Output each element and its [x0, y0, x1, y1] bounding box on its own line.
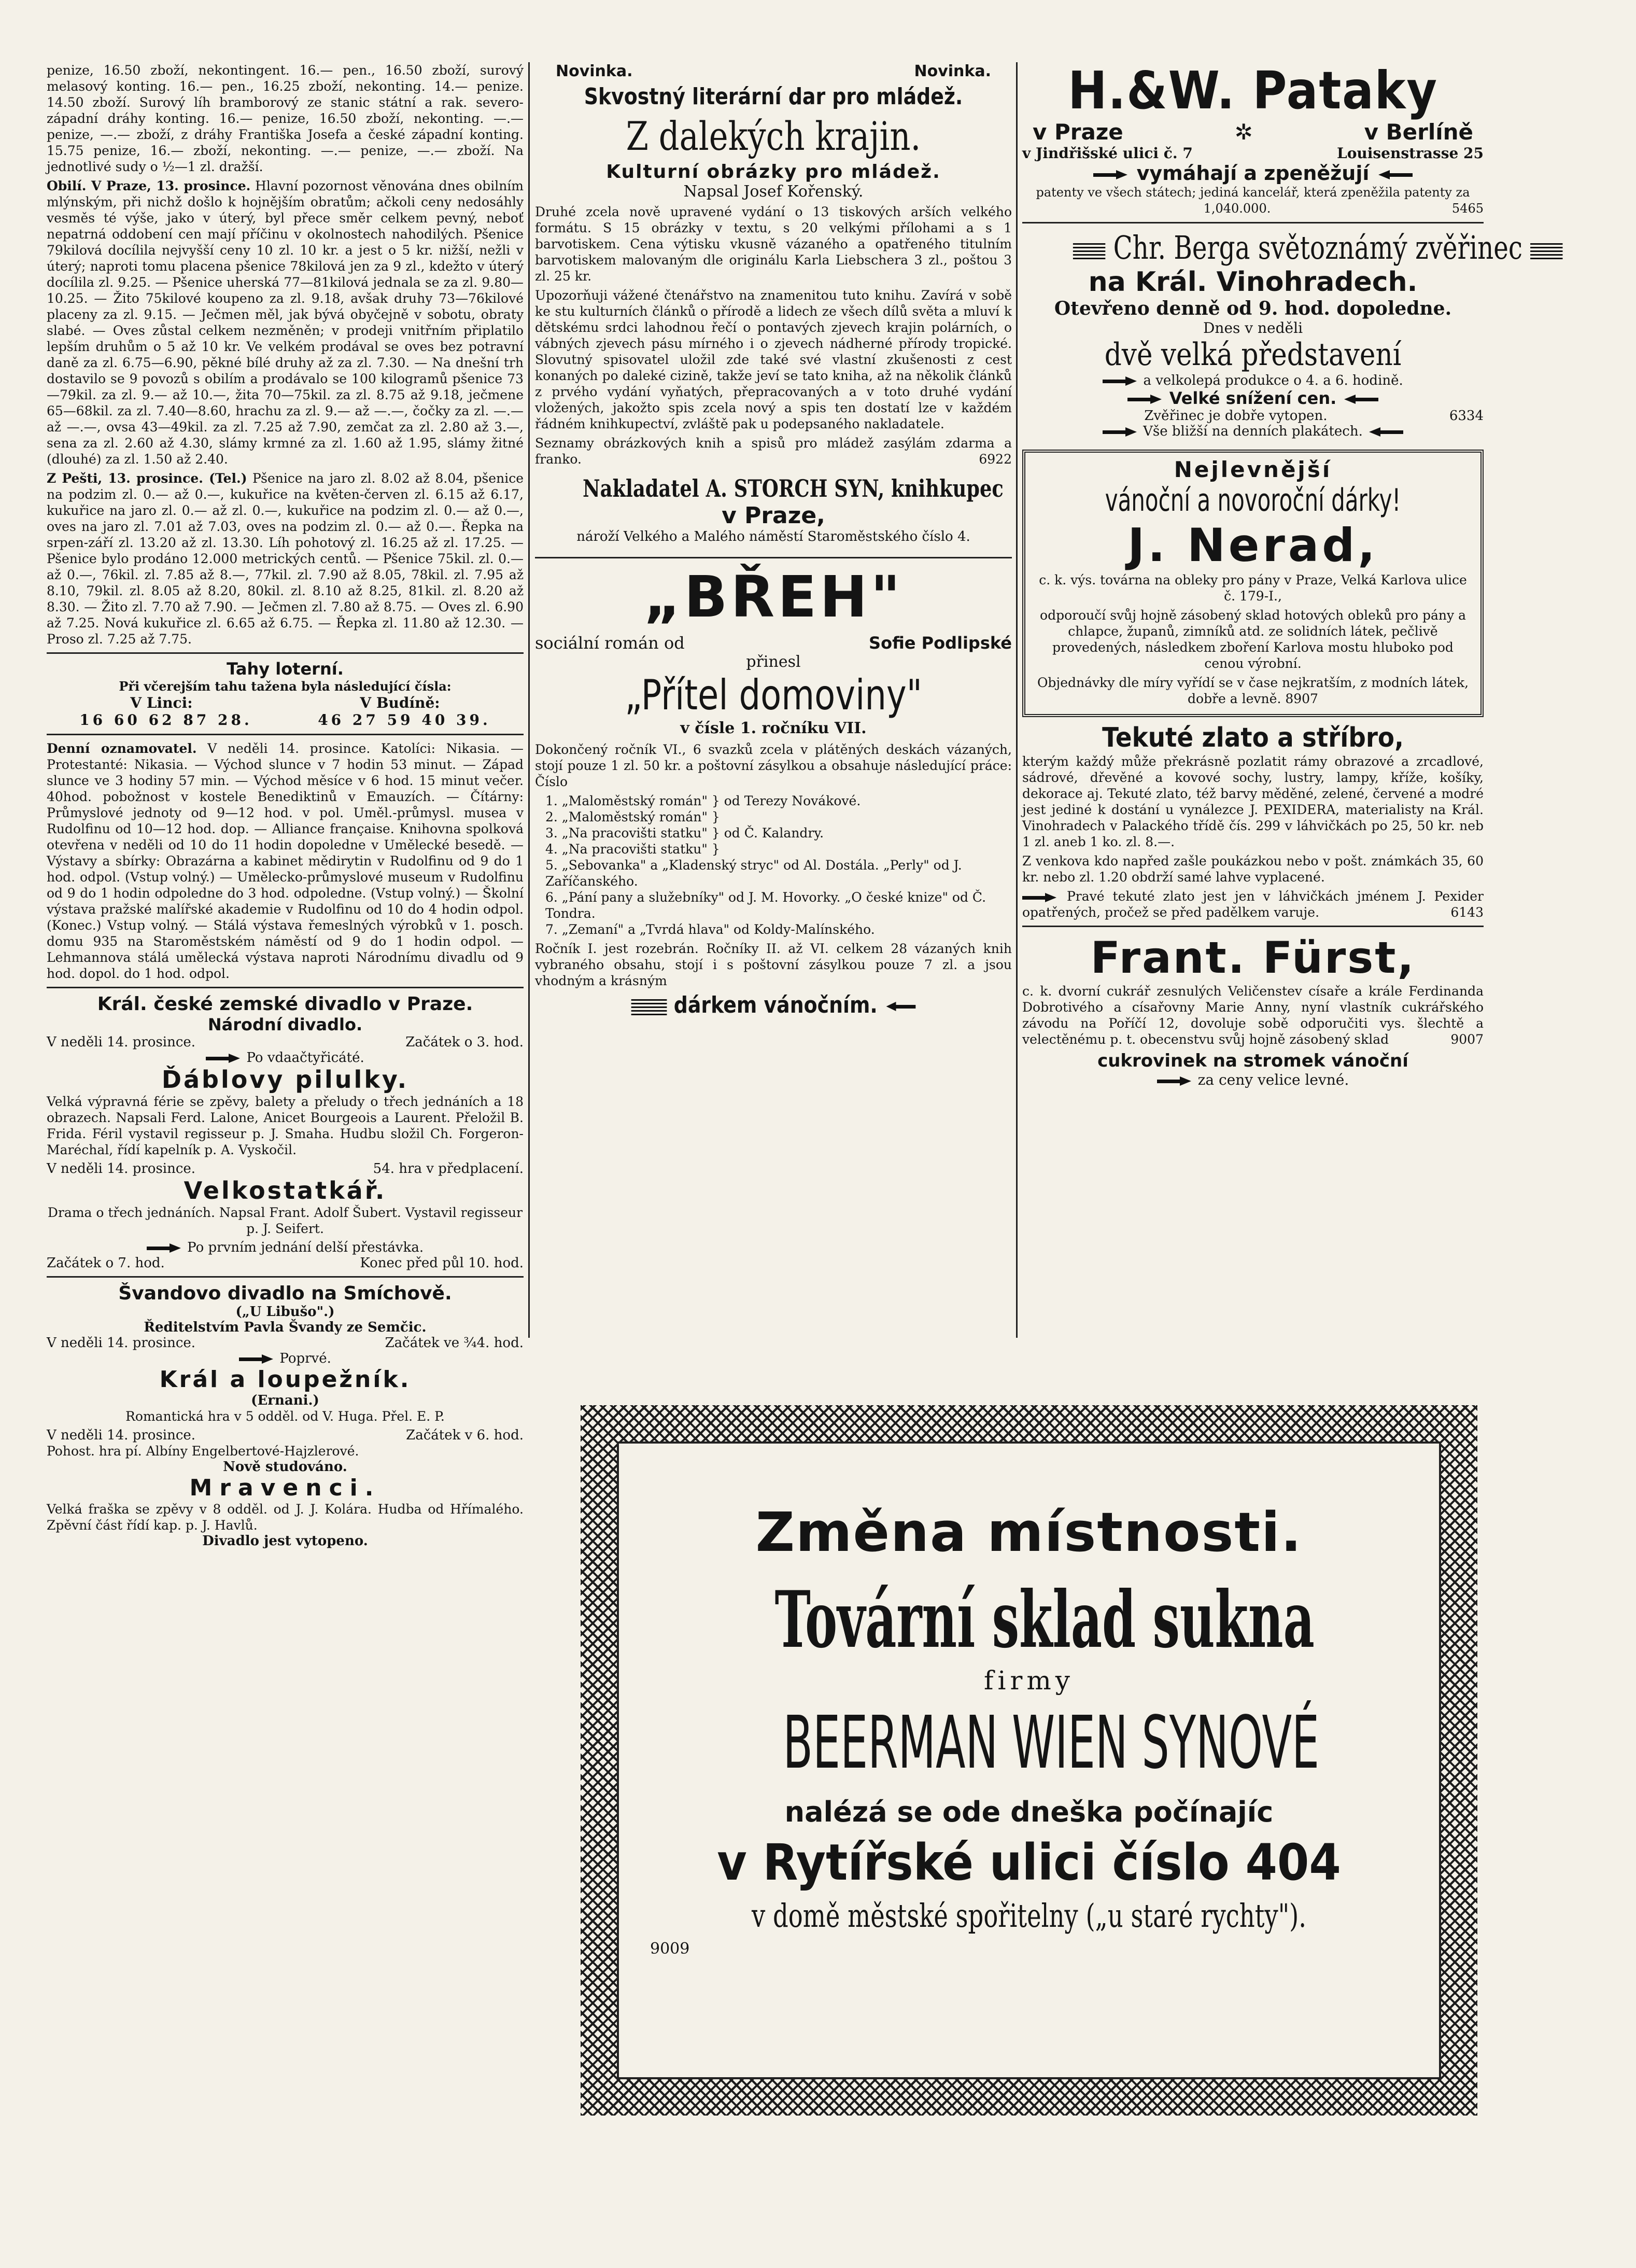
novel-title: „BŘEH" — [643, 564, 904, 630]
list-item: 4. „Na pracovišti statku" } — [545, 842, 720, 857]
berg-sunday: Dnes v neděli — [1203, 319, 1303, 337]
ad-number: 6922 — [979, 452, 1012, 467]
list-item: 6. „Pání pany a služebníky" od J. M. Hovorky. „O české knize" od Č. Tondra. — [545, 890, 986, 921]
pataky-berlin: v Berlíně — [1364, 119, 1473, 145]
newspaper-page — [47, 60, 1522, 2178]
column-right — [1022, 60, 1522, 1088]
novinka-right: Novinka. — [914, 62, 991, 80]
big-ad — [617, 1441, 1441, 2079]
ad-number: 9009 — [650, 1940, 690, 1958]
play-description: Drama o třech jednáních. Napsal Frant. Adolf Šubert. Vystavil regisseur p. J. Seifert. — [47, 1205, 523, 1236]
book-review: Upozorňuji vážené čtenářstvo na znamenitou tuto knihu. Zavírá v sobě ke stu kulturních článků o přírodě a lidech ze všech dílů světa a mluví k dětskému srdci lahodnou řečí o pontavých zjevech krajin polárních, o vábných zjevech pásu mírného i o zjevech nádherné přírody tropické. Slovutný spisovatel uložil zde také své vlastní zkušenosti z cest konaných po daleké cizině, takže jeví se tato kniha, až na několik článků z prvého vydání vyňatých, přepracovaných a v toto druhé vydání vložených, jakožto spis zcela nový a spis ten dostatí lze v každém řádném knihkupectví, zvláště pak u podepsaného nakladatele. — [535, 288, 1012, 431]
big-ad-line3: v domě městské spořitelny („u staré rychty"). — [751, 1897, 1307, 1935]
play-description: Romantická hra v 5 odděl. od V. Huga. Přel. E. P. — [125, 1409, 445, 1424]
pataky-cities — [1022, 119, 1484, 145]
show-note: Po prvním jednání delší přestávka. — [47, 1240, 524, 1255]
show-line — [47, 1161, 524, 1177]
show-times — [47, 1255, 524, 1271]
gold-warning: Pravé tekuté zlato jest jen v láhvičkách jménem J. Pexider opatřených, pročež se před padělkem varuje. 6143 — [1022, 889, 1484, 920]
big-ad-headline: Tovární sklad sukna — [774, 1574, 1315, 1665]
big-ad-line2: v Rytířské ulici číslo 404 — [717, 1833, 1341, 1892]
daily-announcer — [47, 740, 524, 982]
play-title: Ďáblovy pilulky. — [161, 1066, 409, 1094]
show-time: Začátek o 3. hod. — [405, 1034, 524, 1050]
play-title: Král a loupežník. — [159, 1366, 411, 1393]
subscription-count: 54. hra v předplacení. — [373, 1161, 524, 1177]
pointing-hand-icon — [1157, 1076, 1193, 1086]
ad-title: Skvostný literární dar pro mládež. — [584, 83, 963, 110]
lottery-subtitle: Při včerejším tahu tažena byla následující čísla: — [119, 679, 452, 694]
furst-price: za ceny velice levné. — [1022, 1071, 1484, 1088]
theatre-subtitle: Národní divadlo. — [207, 1015, 363, 1034]
pointing-hand-icon — [1127, 394, 1164, 404]
show-note: Nově studováno. — [223, 1459, 347, 1475]
volume-list — [535, 793, 1012, 937]
pointing-hand-icon — [1093, 170, 1130, 180]
publisher-city: v Praze, — [722, 502, 825, 529]
novel-author: Sofie Podlipské — [869, 633, 1012, 653]
catalog-note: Seznamy obrázkových knih a spisů pro mládež zasýlám zdarma a franko. 6922 — [535, 436, 1012, 467]
divider — [1022, 222, 1484, 223]
list-item: 7. „Zemaní" a „Tvrdá hlava" od Koldy-Malínského. — [545, 922, 875, 937]
column-middle — [535, 62, 1012, 1018]
publisher-name: Nakladatel A. STORCH SYN, knihkupec — [583, 474, 1004, 502]
pataky-prague: v Praze — [1033, 119, 1123, 145]
furst-description: c. k. dvorní cukrář zesnulých Veličenstev císaře a krále Ferdinanda Dobrotivého a císařovny Marie Anny, nyní vlastník cukrářského závodu na Poříčí 12, dovoluje sobě odporučiti vys. šlechtě a velectěnému p. t. obecenstvu svůj hojně zásobený sklad 9007 — [1022, 984, 1484, 1047]
pest-report-body: Pšenice na jaro zl. 8.02 až 8.04, pšenice na podzim zl. 0.— až 0.—, kukuřice na květen-červen zl. 6.15 až 6.17, kukuřice na jaro zl. 0.— až zl. 0.—, kukuřice na podzim zl. 0.— až 0.—, oves na jaro zl. 7.01 až 7.03, oves na podzim zl. 0.— až 0.—. Řepka na srpen-září zl. 13.20 až zl. 13.30. Líh pohotový zl. 16.25 až zl. 17.25. — Pšenice bylo prodáno 12.000 metrických centů. — Pšenice 75kil. zl. 0.— až 0.—, 76kil. zl. 7.85 až 8.—, 77kil. zl. 7.90 až 8.05, 78kil. zl. 7.95 až 8.10, 79kil. zl. 8.05 až 8.20, 80kil. zl. 8.10 až 8.25, 81kil. zl. 8.20 až 8.30. — Žito zl. 7.70 až 7.90. — Ječmen zl. 7.80 až 8.75. — Oves zl. 6.90 až 7.25. Nová kukuřice zl. 6.65 až 6.75. — Řepka zl. 11.80 až 12.30. — Proso zl. 7.25 až 7.75. — [47, 471, 524, 647]
show-date: V neděli 14. prosince. — [47, 1161, 196, 1177]
show-time: Začátek v 6. hod. — [406, 1427, 524, 1443]
daily-announcer-title: Denní oznamovatel. — [47, 741, 197, 756]
novinka-left: Novinka. — [556, 62, 633, 80]
publisher-address: nároží Velkého a Malého náměstí Staroměstského číslo 4. — [576, 529, 970, 544]
play-description: Velká výpravná férie se zpěvy, balety a přeludy o třech jednáních a 18 obrazech. Napsali Ferd. Lalone, Anicet Bourgeois a Laurent. Přeložil B. Frida. Féril vystavil regisseur p. J. Smaha. Hudbu složil Ch. Forgeron-Maréchal, řídí kapelník p. A. Vyskočil. — [47, 1094, 524, 1157]
divider — [47, 1276, 524, 1278]
show-line — [47, 1427, 524, 1443]
play-title: Mravenci. — [189, 1475, 381, 1501]
lottery-numbers — [47, 711, 524, 729]
nerad-top: Nejlevnější — [1174, 457, 1332, 482]
play-subtitle: (Ernani.) — [251, 1393, 319, 1408]
grain-report — [47, 178, 524, 467]
column-rule — [1016, 62, 1018, 1338]
novinka-header — [535, 62, 1012, 80]
show-date: V neděli 14. prosince. — [47, 1034, 196, 1050]
pataky-logo: H.&W. Pataky — [1068, 60, 1438, 121]
berg-more: Vše bližší na denních plakátech. — [1022, 424, 1484, 439]
star-icon: ✲ — [1234, 119, 1253, 145]
magazine-issue: v čísle 1. ročníku VII. — [680, 719, 867, 737]
ornate-frame — [581, 1405, 1477, 2116]
ad-number: 5465 — [1451, 201, 1484, 216]
show-date: V neděli 14. prosince. — [47, 1335, 196, 1351]
list-item: 2. „Maloměstský román" } — [545, 809, 720, 824]
list-item: 1. „Maloměstský román" } od Terezy Novákové. — [545, 793, 861, 808]
grain-report-body: Hlavní pozornost věnována dnes obilním mlýnským, při nichž došlo k hojnějším obratům; ačkoli ceny nedosáhly vesměs té výše, jako v úterý, byl přece směr celkem pevný, neboť nepatrná oddobení cen mají příčinu v okolnostech nahodilých. Pšenice 79kilová docílila nejvyšší ceny 10 zl. 10 kr. a jest o 5 kr. nižší, nežli v úterý; naproti tomu placena pšenice 78kilová jen za 9 zl., kdežto v úterý docílila zl. 9.25. — Pšenice uherská 77—81kilová jednala se za zl. 9.80—10.25. — Žito 75kilové koupeno za zl. 9.18, avšak druhy 73—76kilové placeny za zl. 9.15. — Ječmen měl, jak bývá obyčejně v sobotu, obraty slabé. — Oves zůstal celkem nezměněn; v prodeji vnitřním připlatilo lepším druhům o 5 až 10 kr. Ve velkém prodával se oves bez potravní daně za zl. 6.75—6.90, pěkné bílé druhy až za zl. 7.30. — Na dnešní trh dostavilo se 9 povozů s obilím a prodávalo se 100 kilogramů pšenice 73—79kil. za zl. 9.— až 10.—, žita 70—75kil. za zl. 8.75 až 9.18, ječmene 65—68kil. za zl. 7.40—8.60, hrachu za zl. 9.— až —.—, čočky za zl. —.— až —.—, ovsa 43—49kil. za zl. 7.25 až 7.90, zemčat za zl. 2.80 až 3.—, sena za zl. 2.60 až 4.30, slámy krmné za zl. 1.60 až 1.95, slámy žitné (dlouhé) za zl. 1.50 až 2.40. — [47, 178, 524, 467]
divider — [1022, 926, 1484, 927]
pointing-hand-icon — [1342, 394, 1378, 404]
pest-report-title: Z Pešti, 13. prosince. (Tel.) — [47, 471, 247, 486]
pointing-hand-icon — [884, 1001, 915, 1012]
pointing-hand-icon — [147, 1243, 183, 1253]
theatre-direction: Ředitelstvím Pavla Švandy ze Semčic. — [144, 1320, 427, 1335]
big-ad-line1: nalézá se ode dneška počínajíc — [784, 1796, 1274, 1828]
column-left — [47, 62, 524, 1549]
berg-title: Chr. Berga světoznámý zvěřinec — [1073, 229, 1433, 267]
divider — [47, 652, 524, 654]
pointing-hand-icon — [1103, 427, 1139, 437]
divider — [47, 987, 524, 988]
ornament-icon — [1073, 242, 1105, 259]
daily-announcer-body: V neděli 14. prosince. Katolíci: Nikasia. — Protestanté: Nikasia. — Východ slunce v 7 hodin 53 minut. — Západ slunce ve 3 hodiny 57 min. — Východ měsíce v 6 hod. 15 minut večer. 40hod. pobožnost v kostele Benediktinů v Emauzích. — Čítárny: Průmyslové jednoty od 9—12 hod. v pol. Uměl.-průmysl. musea v Rudolfinu od 10—12 hod. dop. — Alliance française. Knihovna spolková otevřena v neděli od 10 do 11 hodin dopoledne v Umělecké besedě. — Výstavy a sbírky: Obrazárna a kabinet mědirytin v Rudolfinu od 9 do 1 hod. odpol. (Vstup volný.) — Umělecko-průmyslové museum v Rudolfinu od 9 do 1 hodin odpoledne do 3 hod. odpoledne. (Vstup volný.) — Školní výstava pražské malířské akademie v Rudolfinu od 10 do 4 hodin odpol. (Konec.) Vstup volný. — Stálá výstava řemeslných výrobků v 1. posch. domu 935 na Staroměstském náměstí od 9 do 1 hodin odpol. — Lehmannova stálá umělecká výstava naproti Národnímu divadlu od 9 hod. dopol. do 1 hod. odpol. — [47, 741, 524, 981]
theatre-title: Švandovo divadlo na Smíchově. — [118, 1283, 452, 1304]
christmas-gift: dárkem vánočním. — [568, 992, 978, 1018]
lottery-title: Tahy loterní. — [227, 659, 344, 679]
berg-discount: Velké snížení cen. — [1022, 388, 1484, 408]
lottery-linz-label: V Linci: — [130, 694, 193, 711]
novel-published-in: přinesl — [746, 653, 801, 671]
list-item: 5. „Sebovanka" a „Kladenský stryc" od Al. Dostála. „Perly" od J. Zaříčanského. — [545, 858, 962, 889]
pointing-hand-icon — [1376, 170, 1413, 180]
column-rule — [528, 62, 530, 1338]
nerad-name: J. Nerad, — [1127, 519, 1378, 572]
big-ad-title: Změna místnosti. — [755, 1501, 1303, 1564]
ad-number: 9007 — [1450, 1032, 1484, 1047]
divider — [47, 734, 524, 735]
theatre-title: Král. české zemské divadlo v Praze. — [97, 993, 473, 1015]
pest-report — [47, 470, 524, 647]
big-ad-name: BEERMAN WIEN SYNOVÉ — [783, 1701, 1320, 1785]
show-note: Po vdaačtyřicáté. — [47, 1050, 524, 1066]
lottery-buda-label: V Budíně: — [360, 694, 440, 711]
pataky-description: patenty ve všech státech; jediná kancelář, která zpeněžila patenty za 1,040.000. 5465 — [1036, 185, 1484, 216]
book-subtitle: Kulturní obrázky pro mládež. — [606, 161, 941, 183]
ornament-icon — [631, 998, 667, 1015]
pataky-addresses: v Jindřišské ulici č. 7 Louisenstrasse 25 — [1022, 145, 1484, 162]
show-end: Konec před půl 10. hod. — [360, 1255, 524, 1271]
furst-title: Frant. Fürst, — [1090, 932, 1416, 983]
berg-opening: Otevřeno denně od 9. hod. dopoledne. — [1054, 298, 1452, 319]
berg-shows: dvě velká představení — [1104, 337, 1402, 373]
lottery-linz-numbers: 16 60 62 87 28. — [79, 711, 252, 729]
show-date: V neděli 14. prosince. — [47, 1427, 196, 1443]
ad-number: 6334 — [1449, 408, 1484, 424]
nerad-description: odporoučí svůj hojně zásobený sklad hotových obleků pro pány a chlapce, županů, zimníků atd. ze solidních látek, pečlivě provedených, následkem zboření Karlova mostu hluboko pod cenou výrobní. — [1040, 608, 1466, 671]
ornament-icon — [1530, 242, 1562, 259]
magazine-volume: Dokončený ročník VI., 6 svazků zcela v plátěných deskách vázaných, stojí pouze 1 zl. 50 kr. a poštovní zásylkou a obsahuje následující práce: Číslo — [535, 742, 1012, 789]
show-line — [47, 1034, 524, 1050]
book-description: Druhé zcela nově upravené vydání o 13 tiskových arších velkého formátu. S 15 obrázky v textu, s 20 velkými přílohami a s 1 barvotiskem. Cena výtisku vkusně vázaného a opatřeného titulním barvotiskem malovaným dle originálu Karla Liebschera 3 zl., poštou 3 zl. 25 kr. — [535, 204, 1012, 284]
show-line — [47, 1335, 524, 1351]
pointing-hand-icon — [1367, 427, 1403, 437]
pointing-hand-icon — [1103, 376, 1139, 386]
play-description: Pohost. hra pí. Albíny Engelbertové-Hajzlerové. — [47, 1444, 359, 1459]
lottery-buda-numbers: 46 27 59 40 39. — [318, 711, 491, 729]
heating-note: Divadlo jest vytopeno. — [202, 1533, 368, 1549]
pointing-hand-icon — [239, 1354, 275, 1364]
furst-item: cukrovinek na stromek vánoční — [1097, 1051, 1408, 1071]
ad-number: 8907 — [1285, 691, 1318, 706]
list-item: 3. „Na pracovišti statku" } od Č. Kalandry. — [545, 825, 824, 841]
berg-times: a velkolepá produkce o 4. a 6. hodině. — [1022, 373, 1484, 388]
nerad-order: Objednávky dle míry vyřídí se v čase nejkratším, z modních látek, dobře a levně. 8907 — [1037, 675, 1469, 706]
nerad-gifts: vánoční a novoroční dárky! — [1105, 482, 1401, 519]
show-time: Začátek ve ¾4. hod. — [385, 1335, 524, 1351]
show-start: Začátek o 7. hod. — [47, 1255, 165, 1271]
berg-location: na Král. Vinohradech. — [1088, 267, 1418, 298]
gold-postal: Z venkova kdo napřed zašle poukázkou nebo v pošt. známkách 35, 60 kr. nebo zl. 1.20 obdrží samé lahve vyplacené. — [1022, 853, 1484, 885]
play-description: Velká fraška se zpěvy v 8 odděl. od J. J. Kolára. Hudba od Hřímalého. Zpěvní část řídí kap. p. J. Havlů. — [47, 1502, 524, 1533]
nerad-ad — [1022, 450, 1484, 717]
magazine-offer: Ročník I. jest rozebrán. Ročníky II. až VI. celkem 28 vázaných knih vybraného obsahu, stojí i s poštovní zásylkou pouze 7 zl. a jsou vhodným a krásným — [535, 941, 1012, 988]
gold-description: kterým každý může překrásně pozlatit rámy obrazové a zrcadlové, sádrové, dřevěné a kovové sochy, lustry, lampy, kříže, košíky, dekorace aj. Tekuté zlato, též barvy měděné, zelené, červené a modré jest jediné k dostání u vynálezce J. PEXIDERA, materialisty na Král. Vinohradech v Palackého třídě čís. 299 v láhvičkách po 25, 50 kr. neb 1 zl. aneb 1 ko. zl. 8.—. — [1022, 754, 1484, 849]
big-ad-firm: firmy — [983, 1665, 1075, 1696]
ad-number: 6143 — [1450, 905, 1484, 920]
grain-report-title: Obilí. V Praze, 13. prosince. — [47, 178, 251, 193]
play-title: Velkostatkář. — [184, 1177, 387, 1205]
book-title: Z dalekých krajin. — [626, 113, 921, 159]
nerad-address: c. k. výs. továrna na obleky pro pány v Praze, Velká Karlova ulice č. 179-I., — [1039, 572, 1467, 604]
lottery-cities — [47, 694, 524, 711]
novel-author-line: sociální román od Sofie Podlipské — [535, 633, 1012, 653]
pointing-hand-icon — [1022, 892, 1059, 903]
berg-heating: Zvěřinec je dobře vytopen. 6334 — [1144, 408, 1484, 424]
pataky-claim: vymáhají a zpeněžují — [1022, 162, 1484, 185]
magazine-title: „Přítel domoviny" — [625, 671, 922, 719]
pointing-hand-icon — [206, 1053, 242, 1063]
gold-title: Tekuté zlato a stříbro, — [1102, 722, 1404, 753]
show-note: Poprvé. — [47, 1351, 524, 1366]
theatre-subtitle: („U Libušo".) — [235, 1304, 335, 1320]
book-author: Napsal Josef Kořenský. — [683, 183, 864, 201]
divider — [535, 557, 1012, 558]
market-text: penize, 16.50 zboží, nekontingent. 16.— pen., 16.50 zboží, surový melasový konting. 16.— pen., 16.25 zboží, nekonting. 14.— penize. 14.50 zboží. Surový líh bramborový ze stanic státní a rak. severo-západní dráhy konting. 16.— penize, 16.50 zboží, nekonting. —.— penize, —.— zboží, z dráhy Františka Josefa a české západní konting. 15.75 penize, 16.— zboží, nekonting. —.— penize, —.— zboží. Na jednotlivé sudy o ½—1 zl. dražší. — [47, 63, 524, 174]
